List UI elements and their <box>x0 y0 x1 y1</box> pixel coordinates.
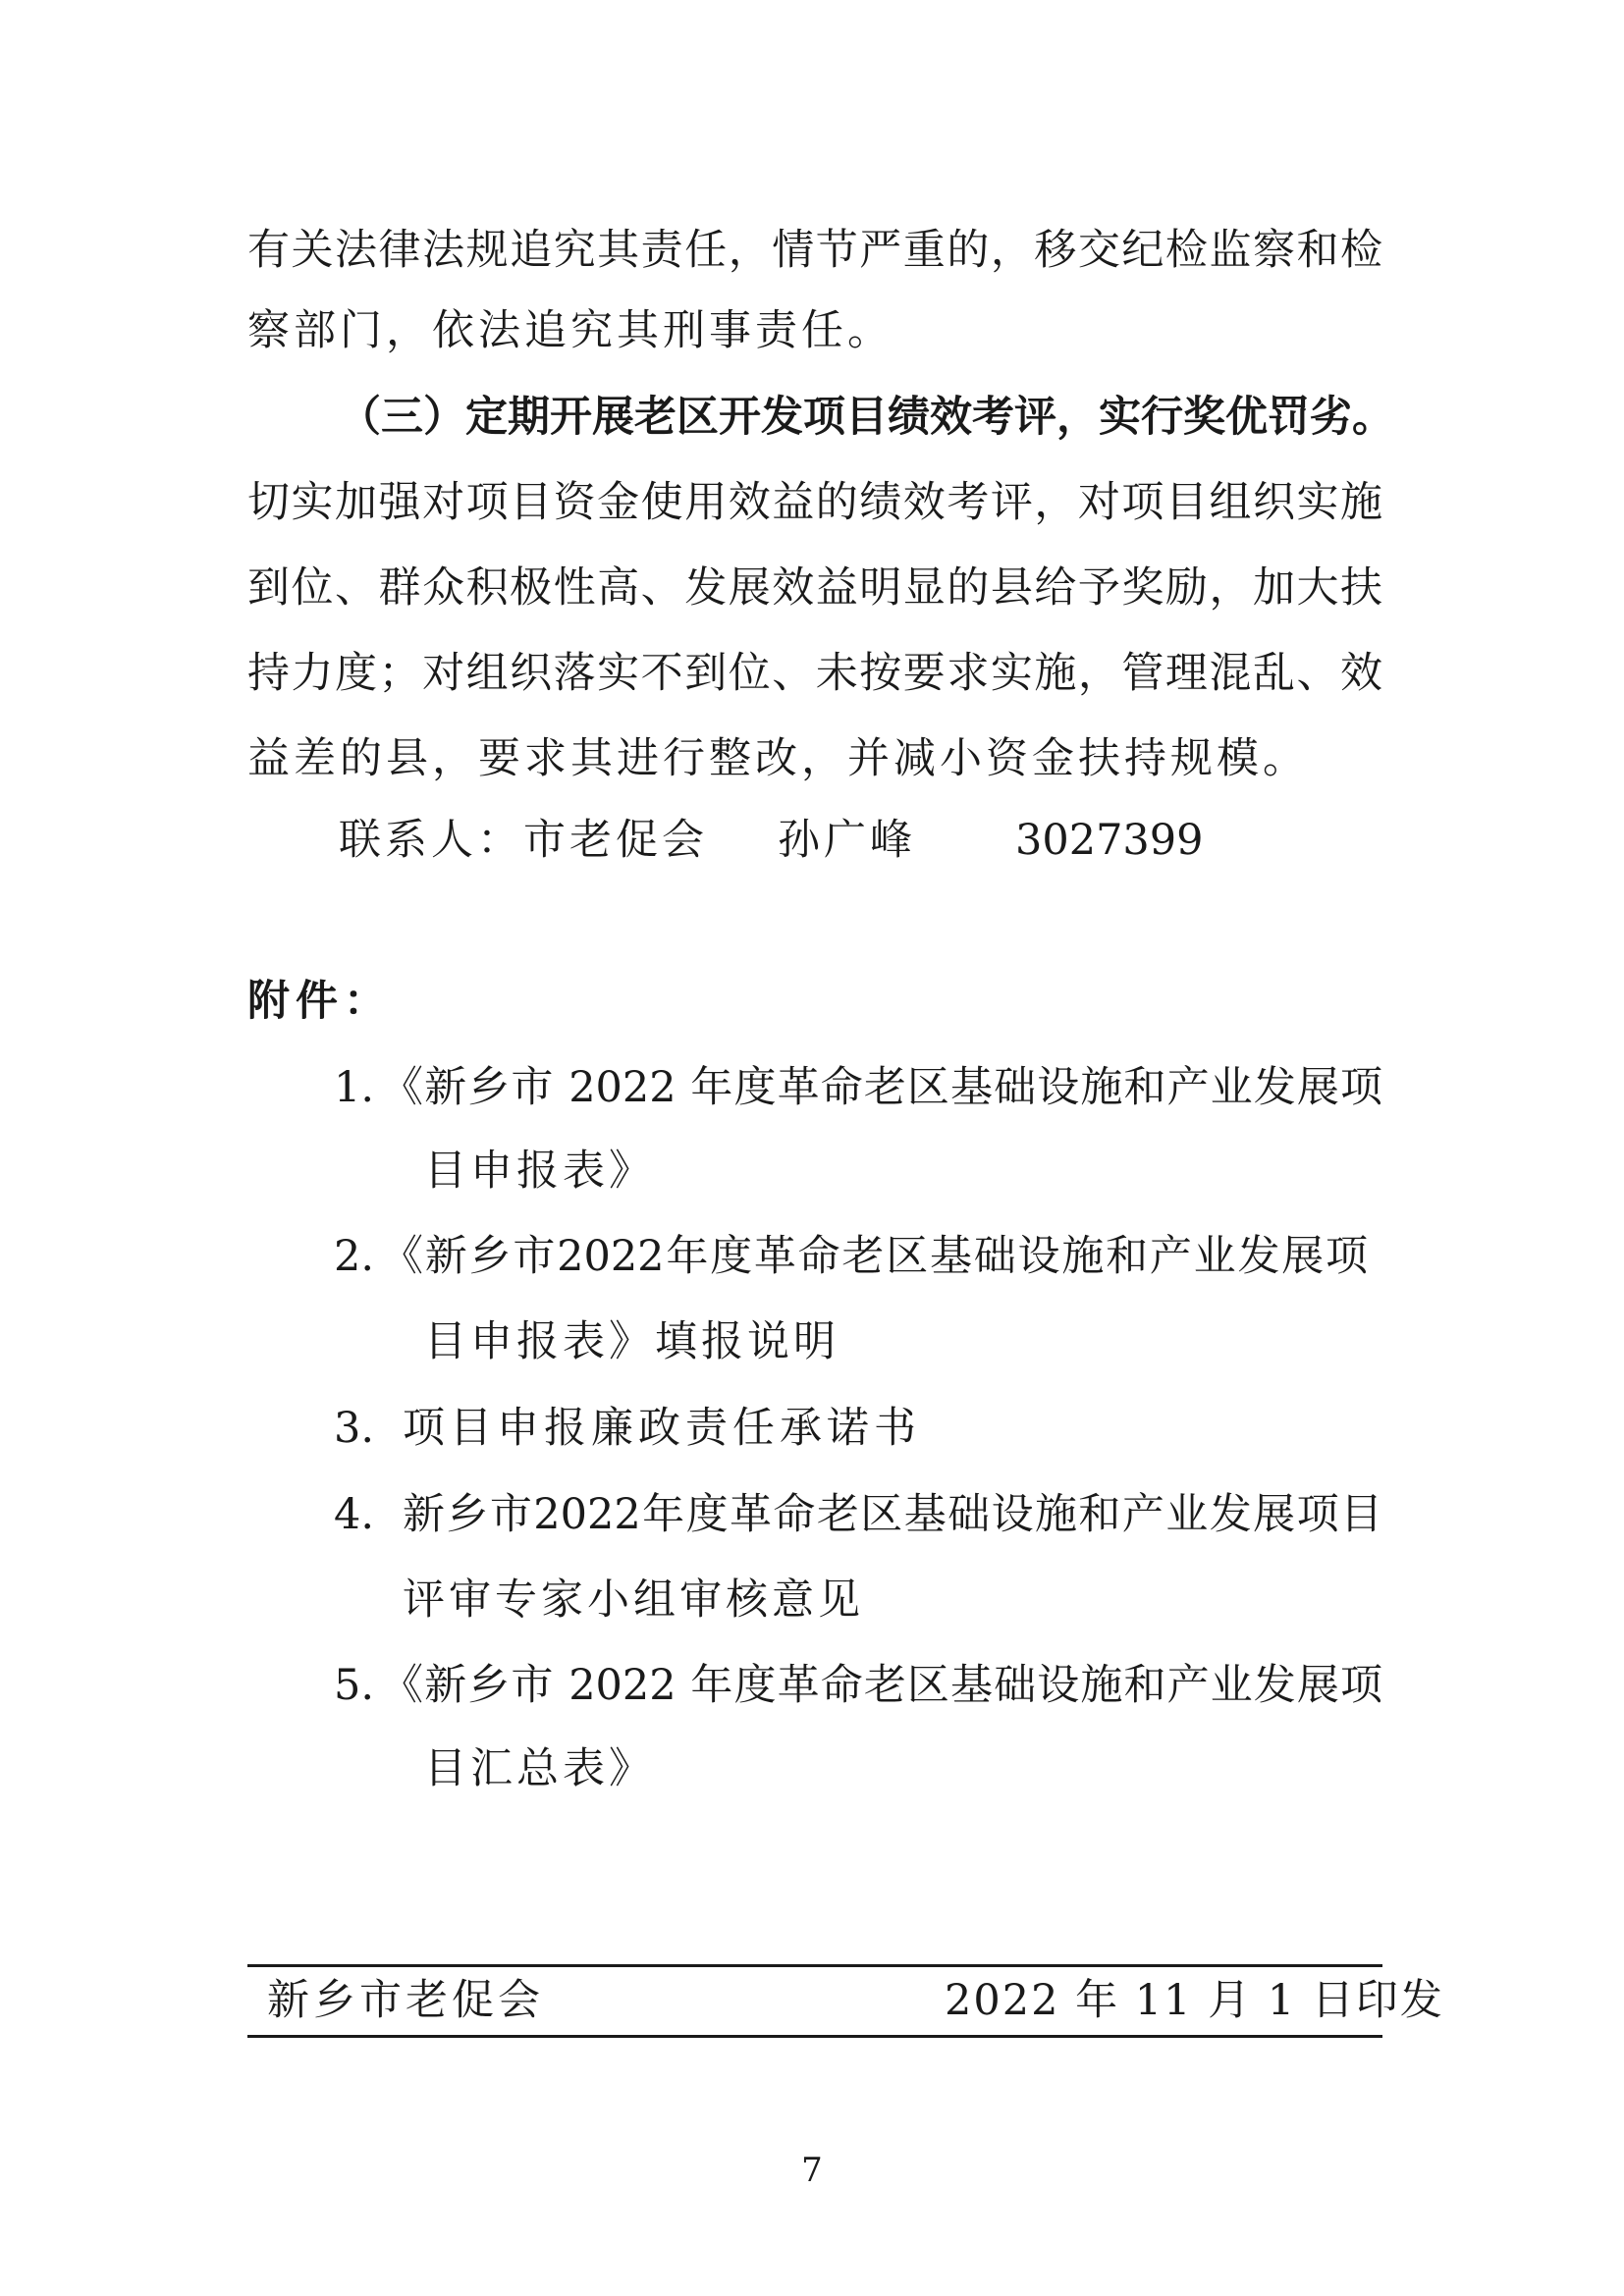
contact-label: 联系人：市老促会 <box>339 816 708 865</box>
contact-line <box>247 811 1382 870</box>
attachment-item: 《新乡市2022年度革命老区基础设施和产业发展项 <box>381 1232 1368 1281</box>
contact-name: 孙广峰 <box>778 816 916 865</box>
attachment-item-continued: 目申报表》 <box>424 1147 655 1196</box>
attachment-number: 3. <box>334 1404 375 1453</box>
attachment-item-continued: 评审专家小组审核意见 <box>403 1575 864 1625</box>
footer-bottom-rule <box>247 2035 1382 2038</box>
footer-top-rule <box>247 1964 1382 1967</box>
attachment-number: 1. <box>334 1063 375 1112</box>
footer-date: 2022 年 11 月 1 日印发 <box>945 1976 1444 2025</box>
contact-phone: 3027399 <box>1015 816 1204 865</box>
section-heading: （三）定期开展老区开发项目绩效考评，实行奖优罚劣。 <box>339 393 1394 442</box>
body-text-line: 持力度；对组织落实不到位、未按要求实施，管理混乱、效 <box>247 649 1382 698</box>
attachment-item: 项目申报廉政责任承诺书 <box>403 1404 921 1453</box>
attachments-label: 附件： <box>247 977 392 1026</box>
attachment-item: 《新乡市 2022 年度革命老区基础设施和产业发展项 <box>381 1661 1382 1710</box>
attachment-number: 5. <box>334 1661 375 1710</box>
body-text-line: 到位、群众积极性高、发展效益明显的县给予奖励，加大扶 <box>247 563 1382 613</box>
footer-issuer: 新乡市老促会 <box>267 1976 544 2025</box>
attachment-item: 新乡市2022年度革命老区基础设施和产业发展项目 <box>403 1490 1382 1539</box>
attachment-item-continued: 目申报表》填报说明 <box>424 1317 839 1366</box>
body-text-line: 有关法律法规追究其责任，情节严重的，移交纪检监察和检 <box>247 226 1382 275</box>
attachment-item: 《新乡市 2022 年度革命老区基础设施和产业发展项 <box>381 1063 1382 1112</box>
body-text-line: 益差的县，要求其进行整改，并减小资金扶持规模。 <box>247 734 1309 783</box>
body-text-line: 察部门，依法追究其刑事责任。 <box>247 306 893 355</box>
attachment-number: 2. <box>334 1232 375 1281</box>
attachment-number: 4. <box>334 1490 375 1539</box>
attachment-item-continued: 目汇总表》 <box>424 1744 655 1793</box>
body-text-line: 切实加强对项目资金使用效益的绩效考评，对项目组织实施 <box>247 478 1382 527</box>
page-number: 7 <box>801 2151 823 2190</box>
